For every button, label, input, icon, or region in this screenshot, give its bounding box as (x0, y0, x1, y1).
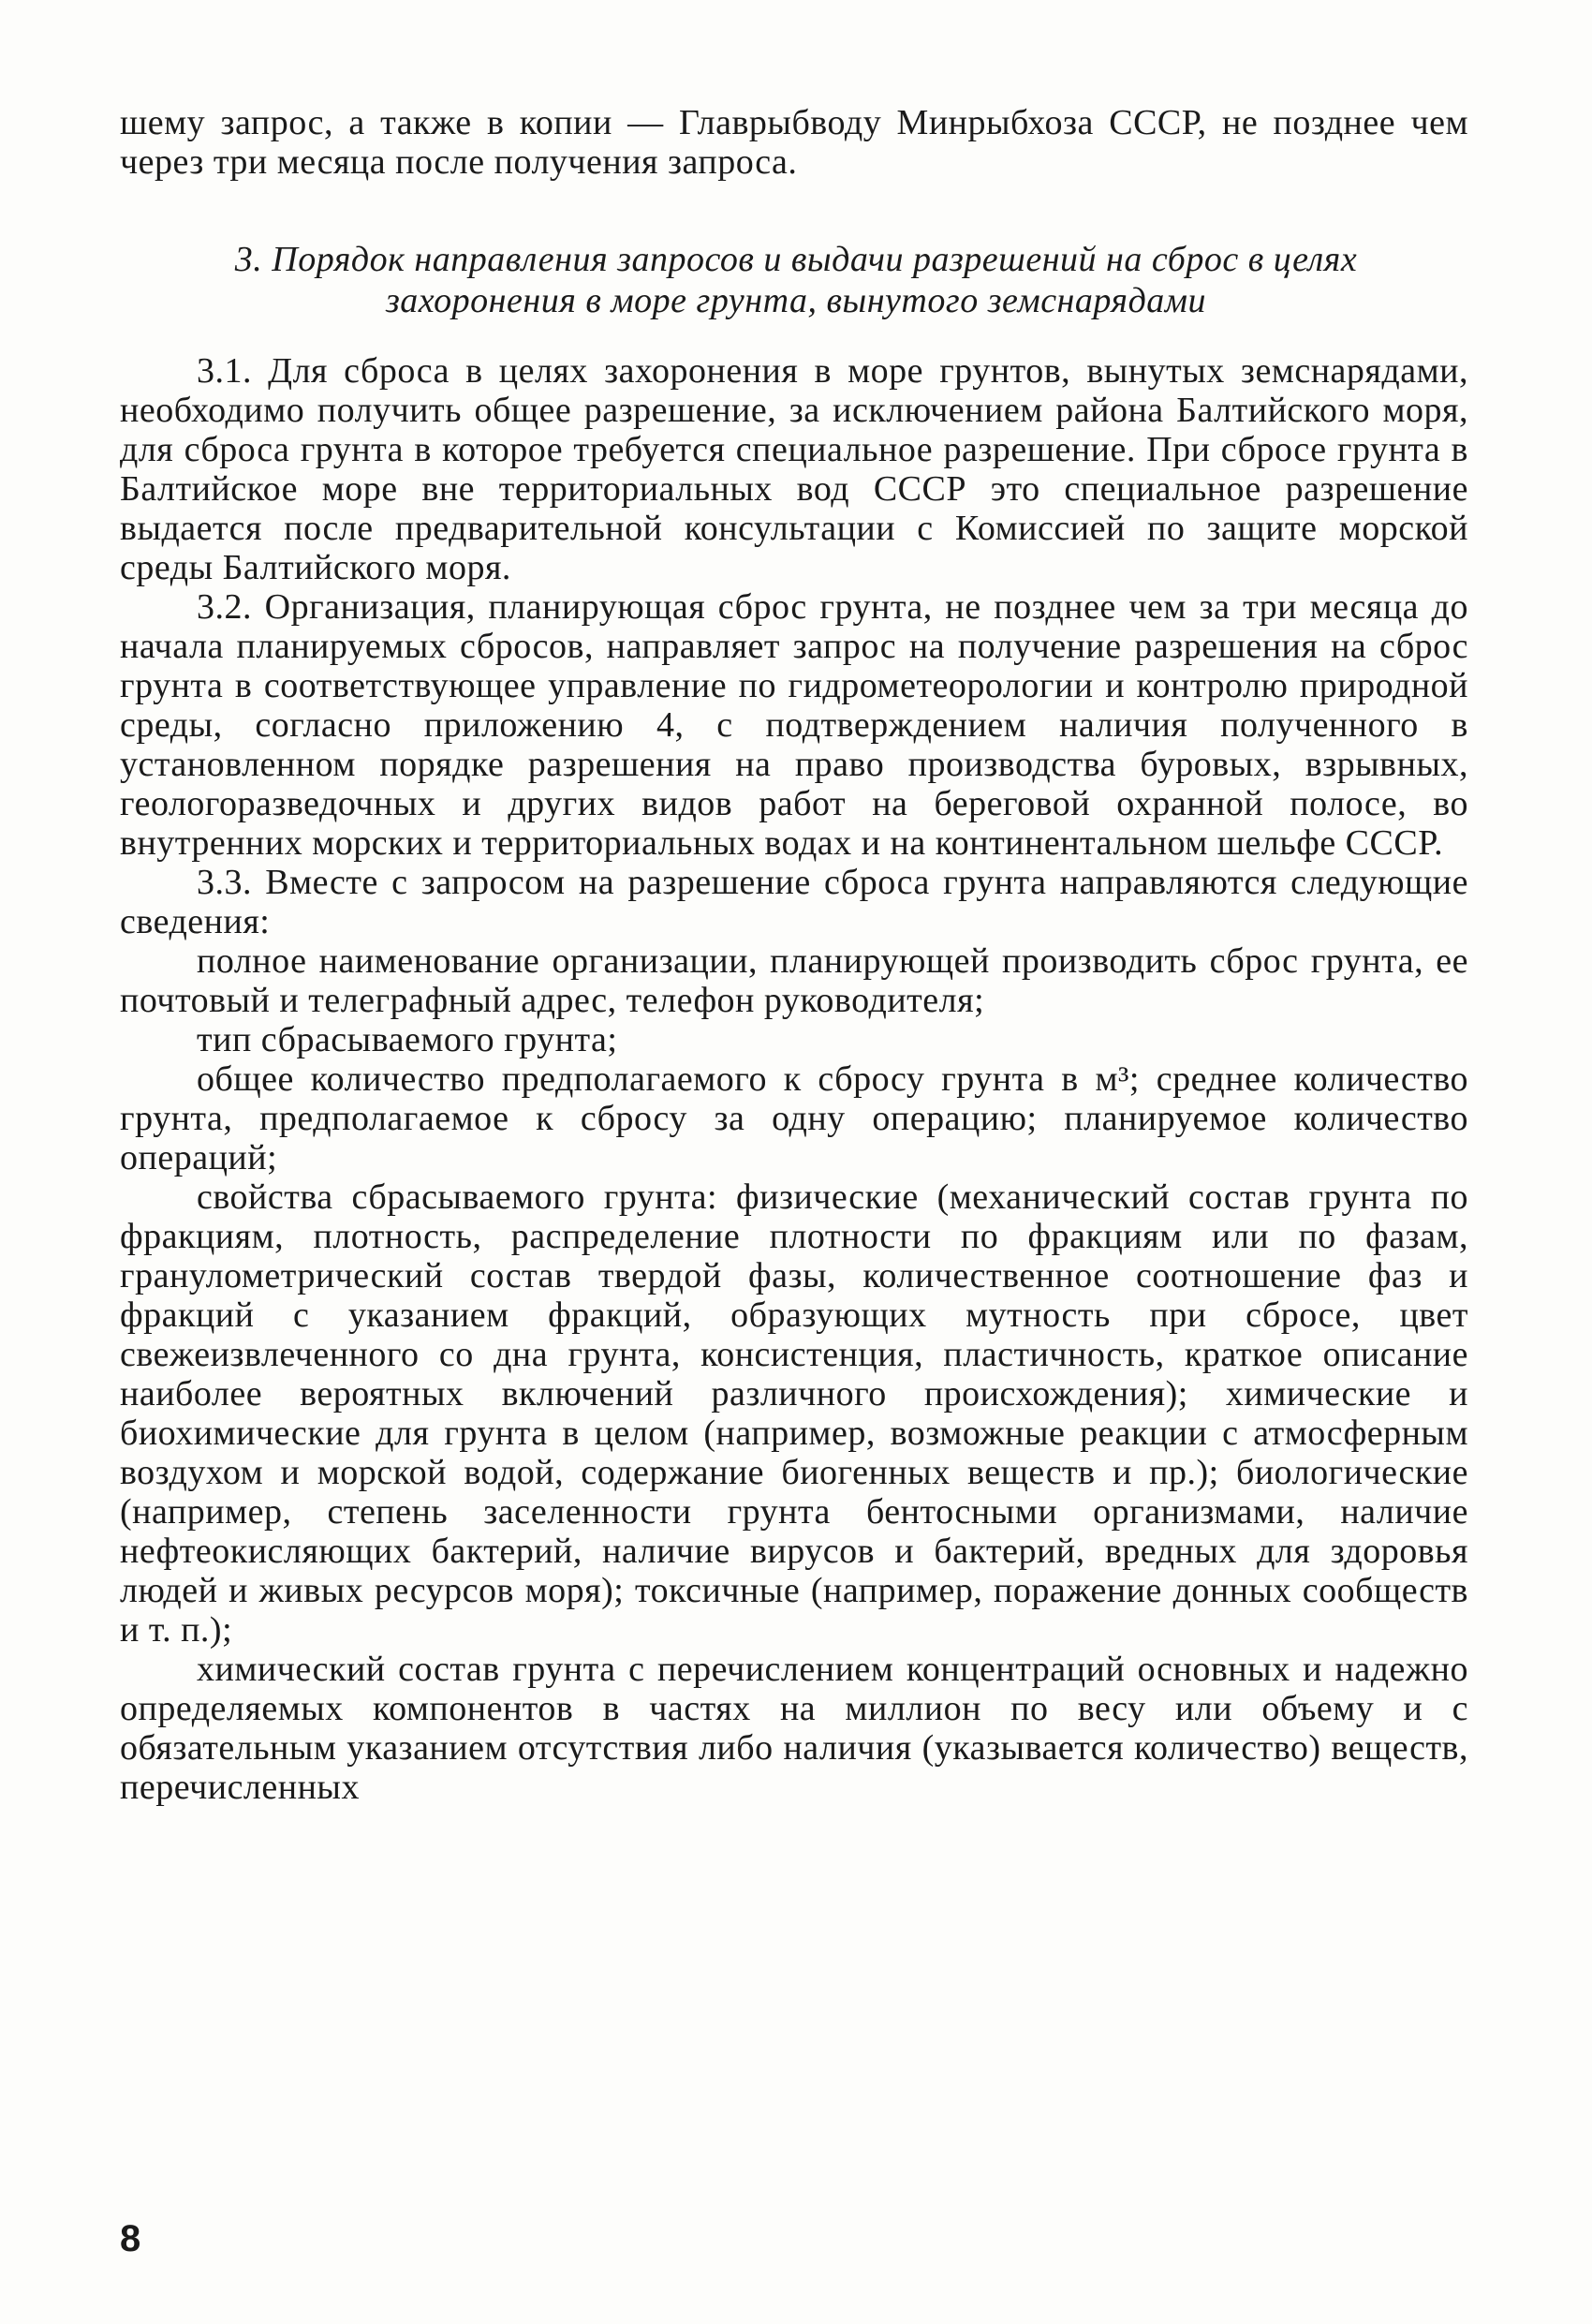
section-heading: 3. Порядок направления запросов и выдачи разрешений на сброс в целях захоронения в море грунта, вынутого земснарядами (234, 240, 1358, 320)
page-number: 8 (120, 2218, 141, 2259)
paragraph-3-1: 3.1. Для сброса в целях захоронения в море грунтов, вынутых земснарядами, необходимо получить общее разрешение, за исключением района Балтийского моря, для сброса грунта в которое требуется специальное разрешение. При сбросе грунта в Балтийское море вне территориальных вод СССР это специальное разрешение выдается после предварительной консультации с Комиссией по защите морской среды Балтийского моря. (120, 351, 1468, 587)
list-item-quantity: общее количество предполагаемого к сбросу грунта в м³; среднее количество грунта, предполагаемое к сбросу за одну операцию; планируемое количество операций; (120, 1059, 1468, 1177)
paragraph-3-2: 3.2. Организация, планирующая сброс грунта, не позднее чем за три месяца до начала планируемых сбросов, направляет запрос на получение разрешения на сброс грунта в соответствующее управление по гидрометеорологии и контролю природной среды, согласно приложению 4, с подтверждением наличия полученного в установленном порядке разрешения на право производства буровых, взрывных, геологоразведочных и других видов работ на береговой охранной полосе, во внутренних морских и территориальных водах и на континентальном шельфе СССР. (120, 587, 1468, 863)
list-item-properties: свойства сбрасываемого грунта: физические (механический состав грунта по фракциям, плотность, распределение плотности по фракциям или по фазам, гранулометрический состав твердой фазы, количественное соотношение фаз и фракций с указанием фракций, образующих мутность при сбросе, цвет свежеизвлеченного со дна грунта, консистенция, пластичность, краткое описание наиболее вероятных включений различного происхождения); химические и биохимические для грунта в целом (например, возможные реакции с атмосферным воздухом и морской водой, содержание биогенных веществ и пр.); биологические (например, степень заселенности грунта бентосными организмами, наличие нефтеокисляющих бактерий, наличие вирусов и бактерий, вредных для здоровья людей и живых ресурсов моря); токсичные (например, поражение донных сообществ и т. п.); (120, 1177, 1468, 1650)
paragraph-3-3: 3.3. Вместе с запросом на разрешение сброса грунта направляются следующие сведения: (120, 863, 1468, 941)
intro-paragraph: шему запрос, а также в копии — Главрыбводу Минрыбхоза СССР, не позднее чем через три месяца после получения запроса. (120, 103, 1468, 182)
list-item-soil-type: тип сбрасываемого грунта; (197, 1020, 618, 1059)
list-item-chemical-composition: химический состав грунта с перечислением концентраций основных и надежно определяемых компонентов в частях на миллион по весу или объему и с обязательным указанием отсутствия либо наличия (указывается количество) веществ, перечисленных (120, 1650, 1468, 1807)
list-item-organization: полное наименование организации, планирующей производить сброс грунта, ее почтовый и телеграфный адрес, телефон руководителя; (120, 941, 1468, 1020)
body-text (120, 351, 1468, 1807)
